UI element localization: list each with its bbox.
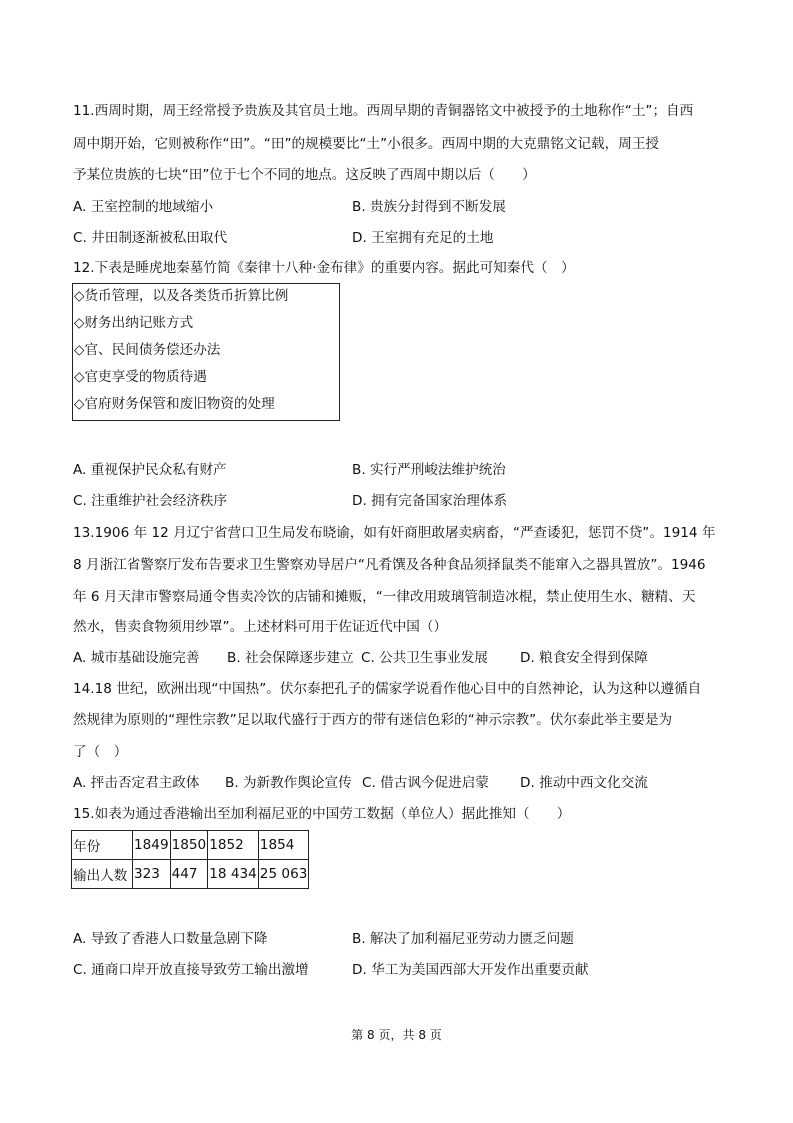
q15-stem: 15.如表为通过香港输出至加利福尼亚的中国劳工数据（单位人）据此推知（ ）	[73, 806, 571, 822]
q12-content-box	[72, 283, 340, 421]
q14-stem-line-2: 然规律为原则的“理性宗教”足以取代盛行于西方的带有迷信色彩的“神示宗教”。伏尔泰此举主要是为	[73, 712, 673, 728]
q15-option-d: D. 华工为美国西部大开发作出重要贡献	[352, 962, 589, 978]
q13-stem-line-3: 年 6 月天津市警察局通令售卖冷饮的店铺和摊贩，“一律改用玻璃管制造冰棍，禁止使用生水、糖精、天	[73, 589, 696, 605]
q12-box-item: ◇财务出纳记账方式	[74, 315, 194, 331]
q11-stem-line-2: 周中期开始，它则被称作“田”。“田”的规模要比“土”小很多。西周中期的大克鼎铭文记载，周王授	[73, 136, 660, 152]
q14-option-c: C. 借古讽今促进启蒙	[362, 775, 489, 791]
table-cell: 1850	[170, 831, 208, 860]
q12-stem: 12.下表是睡虎地秦墓竹简《秦律十八种·金布律》的重要内容。据此可知秦代（ ）	[73, 260, 575, 276]
page-footer: 第 8 页，共 8 页	[351, 1028, 442, 1042]
q15-data-table	[71, 830, 309, 889]
q13-option-c: C. 公共卫生事业发展	[361, 650, 488, 666]
q13-stem-line-4: 然水，售卖食物须用纱罩”。上述材料可用于佐证近代中国（）	[73, 619, 448, 635]
table-cell: 输出人数	[72, 860, 133, 889]
q15-option-a: A. 导致了香港人口数量急剧下降	[73, 931, 268, 947]
q14-stem-line-3: 了（ ）	[73, 744, 128, 760]
q12-option-d: D. 拥有完备国家治理体系	[352, 493, 508, 509]
table-cell: 1852	[208, 831, 259, 860]
table-cell: 1854	[258, 831, 309, 860]
q12-box-item: ◇货币管理，以及各类货币折算比例	[74, 288, 289, 304]
q13-option-b: B. 社会保障逐步建立	[227, 650, 354, 666]
q13-stem-line-2: 8 月浙江省警察厅发布告要求卫生警察劝导居户“凡肴馔及各种食品须择鼠类不能窜入之器具置放”。1946	[73, 557, 706, 573]
table-row	[72, 831, 309, 860]
table-cell: 18 434	[208, 860, 259, 889]
q15-option-c: C. 通商口岸开放直接导致劳工输出激增	[73, 962, 309, 978]
q11-option-a: A. 王室控制的地域缩小	[73, 199, 214, 215]
q14-option-d: D. 推动中西文化交流	[520, 775, 648, 791]
table-cell: 年份	[72, 831, 133, 860]
table-cell: 1849	[133, 831, 171, 860]
q12-box-item: ◇官府财务保管和废旧物资的处理	[74, 396, 275, 412]
q11-option-c: C. 井田制逐渐被私田取代	[73, 230, 228, 246]
q11-option-b: B. 贵族分封得到不断发展	[352, 199, 506, 215]
table-cell: 25 063	[258, 860, 309, 889]
q14-option-b: B. 为新教作舆论宣传	[225, 775, 352, 791]
q13-option-a: A. 城市基础设施完善	[73, 650, 200, 666]
q12-box-item: ◇官、民间债务偿还办法	[74, 342, 221, 358]
q11-option-d: D. 王室拥有充足的土地	[352, 230, 494, 246]
q12-option-b: B. 实行严刑峻法维护统治	[352, 462, 506, 478]
q12-option-a: A. 重视保护民众私有财产	[73, 462, 227, 478]
q14-stem-line-1: 14.18 世纪，欧洲出现“中国热”。伏尔泰把孔子的儒家学说看作他心目中的自然神论，认为这种以遵循自	[73, 681, 702, 697]
table-cell: 323	[133, 860, 171, 889]
q12-box-item: ◇官吏享受的物质待遇	[74, 369, 207, 385]
q11-stem-line-3: 予某位贵族的七块“田”位于七个不同的地点。这反映了西周中期以后（ ）	[73, 167, 536, 183]
q13-stem-line-1: 13.1906 年 12 月辽宁省营口卫生局发布晓谕，如有奸商胆敢屠卖病畜，“严查诿犯，惩罚不贷”。1914 年	[73, 525, 716, 541]
q11-stem-line-1: 11.西周时期，周王经常授予贵族及其官员土地。西周早期的青铜器铭文中被授予的土地称作“土”；自西	[73, 103, 694, 119]
q14-option-a: A. 抨击否定君主政体	[73, 775, 200, 791]
table-cell: 447	[170, 860, 208, 889]
q12-option-c: C. 注重维护社会经济秩序	[73, 493, 228, 509]
table-row	[72, 860, 309, 889]
q15-option-b: B. 解决了加利福尼亚劳动力匮乏问题	[352, 931, 574, 947]
q13-option-d: D. 粮食安全得到保障	[520, 650, 648, 666]
